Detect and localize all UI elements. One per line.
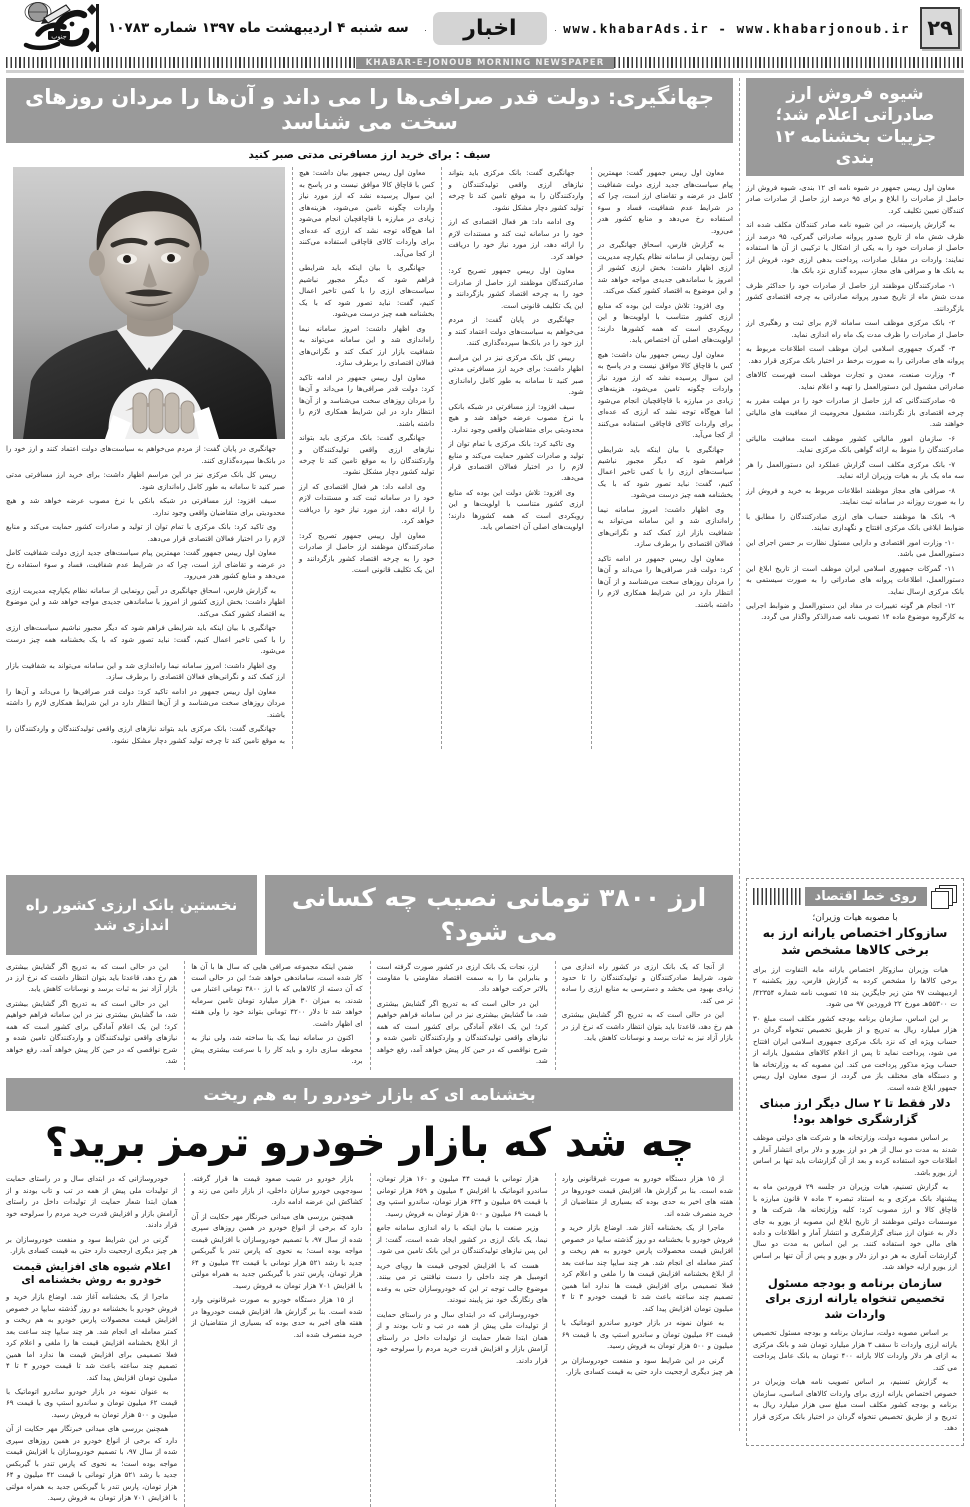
auto-col-3 (184, 1173, 362, 1506)
left-top-headline: شیوه فروش ارز صادراتی اعلام شد؛ جزییات بخشنامه ۱۲ بندی (746, 78, 964, 176)
left-top-para-6: ۵- صادرکنندگانی که ارز حاصل از صادرات خود را در مهلت مقرر به چرخه اقتصادی باز نگردانند، مشمول محرومیت از معافیت های مالیاتی خواهند شد. (746, 396, 964, 429)
lead-para-5c: وی اظهار داشت: امروز سامانه نیما راه‌اندازی شد و این سامانه می‌تواند به شفافیت بازار ارز کمک کند و نگرانی‌های فعالان اقتصادی را برطرف سازد. (299, 323, 435, 368)
lead-para-3c: معاون اول رییس جمهور بیان داشت: هیچ کس با قاچاق کالا موافق نیست و در پاسخ به این سوال پرسیده نشد که ارز مورد نیاز واردات چگونه تامین می‌شود، هزینه‌های زیادی در مبارزه با قاچاقچیان انجام می‌شود اما هیچ‌گاه توجه نشد که ارزی که عده‌ای برای واردات کالای قاچاقی استفاده می‌کنند از کجا می‌آید. (299, 168, 435, 258)
eco-item-2 (753, 1276, 957, 1434)
lead-para-6d: معاون اول رییس جمهور در ادامه تاکید کرد: دولت قدر صرافی‌ها را می‌داند و آن‌ها را مردان روزهای سخت می‌شناسد و از آن‌ها انتظار دارد در این شرایط همکاری لازم را داشته باشند. (6, 686, 286, 719)
lead-para-12: سیف افزود: ارز مسافرتی در شبکه بانکی با نرخ مصوب عرضه خواهد شد و هیچ محدودیتی برای متقاضیان واقعی وجود ندارد. (448, 401, 584, 434)
forex-para-0: از آنجا که یک بانک ارزی در کشور راه اندازی می شود، شرایط صادرکنندگان و تولیدکنندگان را تا حدود زیادی بهبود می بخشد و دسترسی به منابع ارزی را ساده تر می کند. (561, 961, 733, 1005)
left-top-para-3: ۲- بانک مرکزی موظف است سامانه لازم برای ثبت و رهگیری ارز حاصل از صادرات را ظرف مدت یک ماه راه اندازی نماید. (746, 318, 964, 339)
auto-para-2b: از ۱۵ هزار دستگاه خودرو به صورت غیرقانونی وارد شده است. بنا بر گزارش ها، افزایش قیمت خودروها در هفته های اخیر به حدی بوده که بسیاری از متقاضیان از خرید منصرف شده اند. (191, 1295, 363, 1339)
auto-story-columns (6, 1173, 733, 1506)
website-urls[interactable]: www.khabarAds.ir - www.khabarjonoub.ir (563, 20, 910, 36)
lead-para-7: جهانگیری گفت: بانک مرکزی باید بتواند نیازهای ارزی واقعی تولیدکنندگان و واردکنندگان را به موقع تامین کند تا چرخه تولید کشور دچار مشکل نشود. (448, 168, 584, 212)
forex-para-1: این در حالی است که به تدریج اگر گشایش بیشتری هم رخ دهد، قاعدتا باید بتوان انتظار داشت که نرخ ارز در بازار آزاد نیز به ثبات برسد و نوسانات کاهش یابد. (561, 1010, 733, 1043)
left-top-para-8: ۷- بانک مرکزی مکلف است گزارش عملکرد این دستورالعمل را هر سه ماه یک بار به هیات وزیران ارائه نماید. (746, 459, 964, 481)
lead-para-11d: رییس کل بانک مرکزی نیز در این مراسم اظهار داشت: برای خرید ارز مسافرتی مدتی صبر کنید تا سامانه به طور کامل راه‌اندازی شود. (6, 470, 286, 491)
left-top-para-12: ۱۱- گمرکات جمهوری اسلامی ایران موظف است از تاریخ ابلاغ این دستورالعمل، اطلاعات پروانه های صادراتی را به صورت سیستمی به بانک مرکزی ارسال نماید. (746, 563, 964, 596)
left-top-para-13: ۱۲- انجام هر گونه تغییرات در مفاد این دستورالعمل و ضوابط اجرایی به کارگروه موضوع ماده ۱۴ تصویب نامه صدرالذکر واگذار می گردد. (746, 600, 964, 622)
hatch-left (614, 57, 964, 68)
lead-columns (6, 167, 733, 749)
lead-para-6c: معاون اول رییس جمهور در ادامه تاکید کرد: دولت قدر صرافی‌ها را می‌داند و آن‌ها را مردان روزهای سخت می‌شناسد و از آن‌ها انتظار دارد در این شرایط همکاری لازم را داشته باشند. (299, 372, 435, 428)
eco-line-title: روی خط اقتصاد (805, 887, 927, 906)
left-top-para-0: معاون اول رییس جمهور در شیوه نامه ای ۱۲ بندی، شیوه فروش ارز حاصل از صادرات را ابلاغ و برای ۹۵ درصد ارز حاصل از صادرات صادر کنندگان تعیین تکلیف کرد. (746, 183, 964, 215)
lead-col-4 (6, 167, 285, 749)
auto-para-4d: همچنین بررسی های میدانی خبرنگار مهر حکایت از آن دارد که برخی از انواع خودرو در همین روزهای سپری شده از سال ۹۷، با تصمیم خودروسازان با افزایش قیمت مواجه بوده است؛ به نحوی که پارس تندر با گیربکس جدید با رشد ۵۲۱ هزار تومانی با قیمت ۴۲ میلیون و ۶۴ هزار تومان، پارس تندر با گیربکس جدید به همراه مولتی با افزایش ۷۰۱ هزار تومان به فروش رسید. (6, 1424, 178, 1503)
logo-graphic (8, 1, 100, 55)
lead-para-4c: جهانگیری با بیان اینکه باید شرایطی فراهم شود که دیگر مجبور نباشیم سیاست‌های ارزی را با کمی تاخیر اعمال کنیم، گفت: نباید تصور شود که با یک بخشنامه همه چیز درست می‌شود. (299, 263, 435, 319)
eco-line-box (746, 878, 964, 1446)
eco-item-0-headline: سازوکار اختصاص یارانه ارز به برخی کالاها مشخص شد (762, 925, 948, 957)
lead-para-2: وی افزود: تلاش دولت این بوده که منابع ارزی کشور متناسب با اولویت‌ها و این رویکردی است که همه کشورها دارند؛ اولویت‌های اصلی آن اختصاص یابد. (597, 300, 733, 345)
lead-para-8: وی ادامه داد: هر فعال اقتصادی که ارز خود را در سامانه ثبت کند و مستندات لازم را ارائه دهد، ارز مورد نیاز خود را دریافت خواهد کرد. (448, 217, 584, 261)
section-title-tab: اخبار (433, 12, 546, 45)
currency-bank-band-headline: نخستین بانک ارزی کشور راه اندازی شد (6, 875, 257, 955)
auto-para-0: بازار خودرو در شیب صعود قیمت ها قرار گرفته. سودجویی خودرو سازان داخلی، از بازار دامن می زند و کشاکش این عرضه ادامه دارد. (191, 1174, 363, 1207)
auto-para-6d: به عنوان نمونه در بازار خودرو ساندرو اتوماتیک با قیمت ۶۲ میلیون تومان و ساندرو استپ وی با قیمت ۶۹ میلیون و ۵۰۰ هزار تومان به فروش رسید. (6, 1387, 178, 1419)
auto-para-4: همچنین بررسی های میدانی خبرنگار مهر حکایت از آن دارد که برخی از انواع خودرو در همین روزهای سپری شده از سال ۹۷، با تصمیم خودروسازان با افزایش قیمت مواجه بوده است؛ به نحوی که پارس تندر با گیربکس جدید با رشد ۵۲۱ هزار تومانی با قیمت ۴۲ میلیون و ۶۴ هزار تومان، پارس تندر با گیربکس جدید به همراه مولتی با افزایش ۷۰۱ هزار تومان به فروش رسید. (191, 1211, 363, 1290)
auto-para-5: ماجرا از یک بخشنامه آغاز شد. اوضاع بازار خرید و فروش خودرو با بخشنامه دو روز گذشته سایپا در خصوص افزایش قیمت محصولات پارس خودرو به هم ریخت و کمتر معامله ای انجام شد. هر چند سایپا چند ساعت بعد از ابلاغ بخشنامه افزایش قیمت ها را ملغی و اعلام کرد فعلا تصمیمی برای افزایش قیمت ها ندارد اما همین تصمیم چند ساعته باعث شد تا قیمت خودرو ۳ تا ۴ میلیون تومان افزایش پیدا کند. (561, 1223, 733, 1313)
forex-para-7: این در حالی است که به تدریج اگر گشایش بیشتری شد، ما گشایش بیشتری نیز در این سامانه فراهم خواهیم کرد؛ این یک اعلام آمادگی برای کشور است که همه نیازهای واقعی تولیدکنندگان و واردکنندگان تامین شده و شرح نواقصی که در حین کار پیش خواهد آمد، رفع خواهد شد. (6, 998, 178, 1066)
logo-sub-text: جنوب (51, 32, 67, 41)
auto-para-8: خودروسازانی که در ابتدای سال و در راستای حمایت از تولیدات ملی پیش از همه در تب و تاب بودند و از همان ابتدا شعار حمایت از تولیدات داخل در راستای آرامش بازار و افزایش قدرت خرید مردم را سرلوحه خود قرار دادند. (376, 1309, 548, 1365)
lead-col-3 (292, 167, 434, 749)
eco-item-1-headline: دلار فقط تا ۲ سال دیگر ارز مبنای گزارشگری خواهد بود! (759, 1096, 951, 1126)
masthead-rule-left (555, 30, 556, 31)
auto-col-2 (370, 1173, 548, 1506)
forex-para-3: این در حالی است که به تدریج اگر گشایش بیشتری شد، ما گشایش بیشتری نیز در این سامانه فراهم خواهیم کرد؛ این یک اعلام آمادگی برای کشور است که همه نیازهای واقعی تولیدکنندگان و واردکنندگان تامین شده و شرح نواقصی که در حین کار پیش خواهد آمد، رفع خواهد شد. (376, 998, 548, 1066)
left-top-para-2: ۱- صادرکنندگان موظفند ارز حاصل از صادرات خود را حداکثر ظرف مدت شش ماه از تاریخ صدور پروانه صادراتی به چرخه اقتصادی کشور بازگردانند. (746, 280, 964, 313)
auto-para-8d: خودروسازانی که در ابتدای سال و در راستای حمایت از تولیدات ملی پیش از همه در تب و تاب بودند و از همان ابتدا شعار حمایت از تولیدات داخل در راستای آرامش بازار و افزایش قدرت خرید مردم را سرلوحه خود قرار دادند. (6, 1174, 178, 1230)
lead-headline: جهانگیری: دولت قدر صرافی‌ها را می داند و آن‌ها را مردان روزهای سخت می شناسد (6, 78, 733, 143)
left-top-para-7: ۶- سازمان امور مالیاتی کشور موظف است معافیت مالیاتی صادرکنندگان را منوط به ارائه گواهی بانک مرکزی نماید. (746, 433, 964, 455)
forex-col-2 (370, 961, 548, 1070)
forex-col-1 (555, 961, 733, 1070)
forex-band-headline: ارز ۳۸۰۰ تومانی نصیب چه کسانی می شود؟ (265, 875, 733, 955)
lead-para-9: معاون اول رییس جمهور تصریح کرد: صادرکنندگان موظفند ارز حاصل از صادرات خود را به چرخه اقتصاد کشور بازگردانند و این یک تکلیف قانونی است. (448, 266, 584, 310)
eco-line-header (753, 885, 957, 907)
lead-para-9c: معاون اول رییس جمهور تصریح کرد: صادرکنندگان موظفند ارز حاصل از صادرات خود را به چرخه اقتصاد کشور بازگردانند و این یک تکلیف قانونی است. (299, 530, 435, 575)
eco-item-0-para-0: هیات وزیران سازوکار اختصاص یارانه مابه التفاوت ارز برای برخی کالاها را مشخص کرده به گزارش فارس، روز یکشنبه ۲ اردیبهشت ۹۷ متن زیر جایگزین بند ۱۵ تصویب نامه شماره ۴۲۳۵۴/ت ۵۵۳۰۰هـ مورخ ۲۲ فروردین ۹۷ می شود. (753, 964, 957, 1009)
auto-main-headline: چه شد که بازار خودرو ترمز برید؟ (44, 1120, 695, 1167)
lead-subheadline: سیف : برای خرید ارز مسافرتی مدتی صبر کنید (6, 143, 733, 167)
auto-para-6: به عنوان نمونه در بازار خودرو ساندرو اتوماتیک با قیمت ۶۲ میلیون تومان و ساندرو استپ وی با قیمت ۶۹ میلیون و ۵۰۰ هزار تومان به فروش رسید. (561, 1318, 733, 1351)
eco-item-2-headline: سازمان برنامه و بودجه مسئول تخصیص تنخواه یارانه ارزی برای واردات شد (765, 1275, 945, 1321)
lead-para-3: معاون اول رییس جمهور بیان داشت: هیچ کس با قاچاق کالا موافق نیست و در پاسخ به این سوال پرسیده نشد که ارز مورد نیاز واردات چگونه تامین می‌شود، هزینه‌های زیادی در مبارزه با قاچاقچیان انجام می‌شود اما هیچ‌گاه توجه نشد که ارزی که عده‌ای برای واردات کالای قاچاقی استفاده می‌کنند از کجا می‌آید. (597, 349, 733, 440)
main-content-grid (6, 78, 964, 871)
lead-para-7d: جهانگیری گفت: بانک مرکزی باید بتواند نیازهای ارزی واقعی تولیدکنندگان و واردکنندگان را به موقع تامین کند تا چرخه تولید کشور دچار مشکل نشود. (6, 724, 286, 745)
paper-latin-name: KHABAR-E-JONOUB MORNING NEWSPAPER (356, 57, 615, 69)
lead-para-13d: وی تاکید کرد: بانک مرکزی با تمام توان از تولید و صادرات کشور حمایت می‌کند و منابع لازم را در اختیار فعالان اقتصادی قرار می‌دهد. (6, 522, 286, 543)
forex-col-4 (6, 961, 177, 1070)
eco-item-2-para-0: بر اساس مصوبه دولت، سازمان برنامه و بودجه مسئول تخصیص یارانه ارزی واردات تا سقف ۳ هزار میلیارد تومان شد و بانک مرکزی به ازای هر دلار واردات کالا یارانه ۴۰۰ تومان به بانک عامل پرداخت می کند. (753, 1328, 957, 1372)
eco-line-column (739, 871, 964, 1431)
auto-col-4 (6, 1173, 177, 1506)
lead-para-2b: وی افزود: تلاش دولت این بوده که منابع ارزی کشور متناسب با اولویت‌ها و این رویکردی است که همه کشورها دارند؛ اولویت‌های اصلی آن اختصاص یابد. (448, 487, 584, 532)
left-top-para-11: ۱۰- وزارت امور اقتصادی و دارایی مسئول نظارت بر حسن اجرای این دستورالعمل می باشد. (746, 537, 964, 559)
lead-para-4: جهانگیری با بیان اینکه باید شرایطی فراهم شود که دیگر مجبور نباشیم سیاست‌های ارزی را با کمی تاخیر اعمال کنیم، گفت: نباید تصور شود که با یک بخشنامه همه چیز درست می‌شود. (597, 444, 733, 500)
pages-stack-icon (931, 885, 957, 907)
eco-item-1-para-0: بر اساس مصوبه دولت، وزارتخانه ها و شرکت های دولتی موظف شدند به مدت دو سال از هر دو ارز یورو و دلار برای انتشار آمار و اطلاعات خود استفاده کرده و بعد از آن گزارشات باید تنها بر اساس ارز یورو باشد. (753, 1133, 957, 1177)
left-top-body (746, 182, 964, 623)
lead-photo-jahangiri (13, 167, 285, 439)
hatch-right (6, 57, 356, 68)
left-top-para-5: ۴- وزارت صنعت، معدن و تجارت موظف است فهرست کالاهای صادراتی مشمول این دستورالعمل را تهیه و اعلام نماید. (746, 370, 964, 391)
lead-para-0d: معاون اول رییس جمهور گفت: مهمترین پیام سیاست‌های جدید ارزی دولت شفافیت کامل در عرضه و تقاضای ارز است، چرا که در شرایط عدم شفافیت، فساد و سوء استفاده رخ می‌دهد و منابع کشور هدر می‌رود. (6, 548, 286, 581)
eco-item-1-para-1: به گزارش تسنیم، هیات وزیران در جلسه ۲۹ فروردین ماه به پیشنهاد بانک مرکزی و به استناد تبصره ۳ ماده ۷ قانون مبارزه با قاچاق کالا و ارز مصوب کرد: کلیه وزارتخانه ها، شرکت ها و موسسات دولتی موظفند از تاریخ ابلاغ این مصوبه از یورو به جای دلار به عنوان ارز مبنای گزارشگری و انتشار آمار و اطلاعات و داده های مالی خود استفاده کنند. بر این اساس به مدت دو سال گزارشات آماری به هر دو ارز دلار و یورو و پس از آن تنها بر اساس ارز یورو ارایه خواهد شد. (753, 1182, 957, 1272)
lead-story-area (6, 78, 739, 871)
lead-para-5d: وی اظهار داشت: امروز سامانه نیما راه‌اندازی شد و این سامانه می‌تواند به شفافیت بازار ارز کمک کند و نگرانی‌های فعالان اقتصادی را برطرف سازد. (6, 660, 286, 682)
mid-band-row (6, 875, 733, 955)
eco-item-1 (753, 1096, 957, 1273)
lead-photo-wrap (13, 167, 285, 439)
page-number: ۲۹ (927, 15, 953, 40)
auto-para-3: وزیر صنعت با بیان اینکه با راه اندازی سامانه جامع نیما، یک بانک ارزی در کشور ایجاد شده است، گفت: از این پس نیازهای تولیدکنندگان در این بانک تامین می شود. (376, 1223, 548, 1256)
masthead-hatch-strip (6, 57, 964, 68)
auto-para-9: گرنی در این شرایط سود و منفعت خودروسازان بر هر چیز دیگری ارجحیت دارد حتی به قیمت کسادی بازار. (561, 1355, 733, 1377)
left-column (739, 78, 964, 871)
dateline: سه شنبه ۴ اردیبهشت ماه ۱۳۹۷ شماره ۱۰۷۸۳ (108, 20, 409, 36)
auto-sub-headline: اعلام شیوه های افزایش قیمت خودرو به روش بخشنامه ای (12, 1260, 171, 1287)
eco-hatch (753, 888, 801, 905)
lead-para-1: به گزارش فارس، اسحاق جهانگیری در آیین رونمایی از سامانه نظام یکپارچه مدیریت ارزی اظهار داشت: بخش ارزی کشور از امروز با ساماندهی جدیدی مواجه خواهد شد و این موضوع به اقتصاد کشور کمک می‌کند. (597, 240, 733, 296)
lead-para-0: معاون اول رییس جمهور گفت: مهمترین پیام سیاست‌های جدید ارزی دولت شفافیت کامل در عرضه و تقاضای ارز است، چرا که در شرایط عدم شفافیت، فساد و سوء استفاده رخ می‌دهد و منابع کشور هدر می‌رود. (597, 168, 733, 235)
eco-item-0 (753, 913, 957, 1093)
auto-para-5d: ماجرا از یک بخشنامه آغاز شد. اوضاع بازار خرید و فروش خودرو با بخشنامه دو روز گذشته سایپا در خصوص افزایش قیمت محصولات پارس خودرو به هم ریخت و کمتر معامله ای انجام شد. هر چند سایپا چند ساعت بعد از ابلاغ بخشنامه افزایش قیمت ها را ملغی و اعلام کرد فعلا تصمیمی برای افزایش قیمت ها ندارد اما همین تصمیم چند ساعته باعث شد تا قیمت خودرو ۳ تا ۴ میلیون تومان افزایش پیدا کند. (6, 1292, 178, 1382)
auto-para-7: هست که با افزایش لجوجی قیمت ها رویای خرید اتومبیل هر چند داخلی را دست نیافتنی تر می بینند. موضوع جالب توجه تر این که خودروسازان حتی به وعده های رنگارنگ خود نیز پایبند نبودند. (376, 1260, 548, 1305)
masthead-separator (6, 70, 964, 73)
lead-para-13: وی تاکید کرد: بانک مرکزی با تمام توان از تولید و صادرات کشور حمایت می‌کند و منابع لازم را در اختیار فعالان اقتصادی قرار می‌دهد. (448, 439, 584, 483)
auto-para-2: از ۱۵ هزار دستگاه خودرو به صورت غیرقانونی وارد شده است. بنا بر گزارش ها، افزایش قیمت خودروها در هفته های اخیر به حدی بوده که بسیاری از متقاضیان از خرید منصرف شده اند. (561, 1174, 733, 1218)
auto-para-1: هزار تومانی با قیمت ۴۴ میلیون و ۱۶۰ هزار تومان، ساندرو اتوماتیک با افزایش ۴ میلیون و ۶۵۹ هزار تومانی با قیمت ۵۹ میلیون و ۶۴۴ هزار تومان، ساندرو استپ وی با قیمت ۶۹ میلیون و ۵۰۰ هزار تومان به فروش رسید. (376, 1174, 548, 1218)
forex-para-2: ارز، نجات یک بانک ارزی در کشور صورت گرفته است و بنابراین ما را به سمت اقتصاد مقاومتی با مقاومت بالاتر حرکت خواهد داد. (376, 961, 548, 994)
lead-para-8c: وی ادامه داد: هر فعال اقتصادی که ارز خود را در سامانه ثبت کند و مستندات لازم را ارائه دهد، ارز مورد نیاز خود را دریافت خواهد کرد. (299, 481, 435, 526)
mid-section (6, 871, 964, 1507)
eco-item-2-para-1: به گزارش تسنیم، بر اساس تصویب نامه هیات وزیران در خصوص اختصاص یارانه ارزی برای واردات کالاهای اساسی، سازمان برنامه و بودجه کشور مکلف است مبلغ سی هزار میلیارد ریال به تدریج و از طریق تخصیص تنخواه گردان در اختیار بانک مرکزی قرار دهد. (753, 1377, 957, 1433)
forex-para-5: اکنون در سامانه نیما یک بنا ساخته شد، ولی نیاز به محوطه سازی دارد و باید کار را با سرعت بیشتری پیش برد. (191, 1033, 363, 1066)
left-top-para-10: ۹- بانک ها موظفند حساب های ارزی صادرکنندگان را مطابق با ضوابط ابلاغی بانک مرکزی افتتاح و نگهداری نمایند. (746, 511, 964, 533)
lead-para-4d: جهانگیری با بیان اینکه باید شرایطی فراهم شود که دیگر مجبور نباشیم سیاست‌های ارزی را با کمی تاخیر اعمال کنیم، گفت: نباید تصور شود که با یک بخشنامه همه چیز درست می‌شود. (6, 623, 286, 656)
forex-para-6: این در حالی است که به تدریج اگر گشایش بیشتری هم رخ دهد، قاعدتا باید بتوان انتظار داشت که نرخ ارز در بازار آزاد نیز به ثبات برسد و نوسانات کاهش یابد. (6, 961, 178, 994)
auto-band-headline: بخشنامه ای که بازار خودرو را به هم ریخت (6, 1078, 733, 1112)
lead-para-5: وی اظهار داشت: امروز سامانه نیما راه‌اندازی شد و این سامانه می‌تواند به شفافیت بازار ارز کمک کند و نگرانی‌های فعالان اقتصادی را برطرف سازد. (597, 504, 733, 549)
auto-col-1 (555, 1173, 733, 1506)
forex-story-columns (6, 961, 733, 1070)
auto-para-9d: گرنی در این شرایط سود و منفعت خودروسازان بر هر چیز دیگری ارجحیت دارد حتی به قیمت کسادی بازار. (6, 1234, 178, 1256)
masthead (6, 0, 964, 56)
mid-right-column (6, 871, 739, 1507)
lead-para-10d: جهانگیری در پایان گفت: از مردم می‌خواهم به سیاست‌های دولت اعتماد کنند و ارز خود را در بانک‌ها سپرده‌گذاری کنند. (6, 444, 286, 465)
lead-col-1 (591, 167, 733, 749)
lead-para-7c: جهانگیری گفت: بانک مرکزی باید بتواند نیازهای ارزی واقعی تولیدکنندگان و واردکنندگان را به موقع تامین کند تا چرخه تولید کشور دچار مشکل نشود. (299, 433, 435, 477)
lead-para-6: معاون اول رییس جمهور در ادامه تاکید کرد: دولت قدر صرافی‌ها را می‌داند و آن‌ها را مردان روزهای سخت می‌شناسد و از آن‌ها انتظار دارد در این شرایط همکاری لازم را داشته باشند. (597, 553, 733, 609)
newspaper-logo (8, 1, 100, 55)
lead-col-2 (441, 167, 583, 749)
masthead-rule-right (425, 30, 426, 31)
lead-para-10: جهانگیری در پایان گفت: از مردم می‌خواهم به سیاست‌های دولت اعتماد کنند و ارز خود را در بانک‌ها سپرده‌گذاری کنند. (448, 315, 584, 348)
forex-col-3 (184, 961, 362, 1070)
left-top-para-4: ۳- گمرک جمهوری اسلامی ایران موظف است اطلاعات مربوط به پروانه های صادراتی را به صورت برخط در اختیار بانک مرکزی قرار دهد. (746, 344, 964, 365)
forex-para-4: ضمن اینکه مجموعه صرافی هایی که سال ها با آن ها کار شده است، ساماندهی خواهد شد؛ این در حالی است که آن دسته از کالاهایی که با ارز ۳۸۰۰ تومانی اعتبار می شدند، به میزان ۳۰ هزار میلیارد تومان تامین سرمایه خواهد شد تا دلار ۴۲۰۰ تومانی بتواند خود را ولی هفته ای اظهار داشت. (191, 961, 363, 1028)
left-top-para-1: به گزارش پارسینه، در این شیوه نامه صادر کنندگان مکلف شده اند ظرف شش ماه از تاریخ صدور پروانه صادراتی گمرکی، ۹۵ درصد ارز حاصل از صادرات خود را به یکی از اشکال یا ترکیبی از آن ها استفاده نمایند: واردات در مقابل صادرات، پرداخت بدهی ارزی خود، فروش ارز به بانک ها و صرافی های مجاز، سپرده گذاری نزد بانک ها. (746, 220, 964, 276)
lead-para-12d: سیف افزود: ارز مسافرتی در شبکه بانکی با نرخ مصوب عرضه خواهد شد و هیچ محدودیتی برای متقاضیان واقعی وجود ندارد. (6, 496, 286, 517)
lead-para-11: رییس کل بانک مرکزی نیز در این مراسم اظهار داشت: برای خرید ارز مسافرتی مدتی صبر کنید تا سامانه به طور کامل راه‌اندازی شود. (448, 352, 584, 397)
page-number-box (920, 7, 960, 49)
eco-item-0-kicker: با مصوبه هیات وزیران؛ (812, 913, 898, 923)
lead-para-1d: به گزارش فارس، اسحاق جهانگیری در آیین رونمایی از سامانه نظام یکپارچه مدیریت ارزی اظهار داشت: بخش ارزی کشور از امروز با ساماندهی جدیدی مواجه خواهد شد و این موضوع به اقتصاد کشور کمک می‌کند. (6, 585, 286, 618)
eco-item-0-para-1: بر این اساس، سازمان برنامه بودجه کشور مکلف است مبلغ ۳۰ هزار میلیارد ریال به تدریج و از طریق تخصیص تنخواه گردان در حساب ویژه ای که نزد بانک مرکزی جمهوری اسلامی ایران افتتاح می شود، پرداخت نماید تا پس از اعلام کالاهای مشمول یارانه از حساب ویژه مذکور پرداخت می کند. این مصوبه که به وزارتخانه ها و دستگاه های مختلف باز می گردد، از سوی معاون اول رییس جمهور ابلاغ شده است. (753, 1013, 957, 1092)
left-top-para-9: ۸- صرافی های مجاز موظفند اطلاعات مربوط به خرید و فروش ارز را به صورت روزانه در سامانه ثبت نمایند. (746, 485, 964, 507)
